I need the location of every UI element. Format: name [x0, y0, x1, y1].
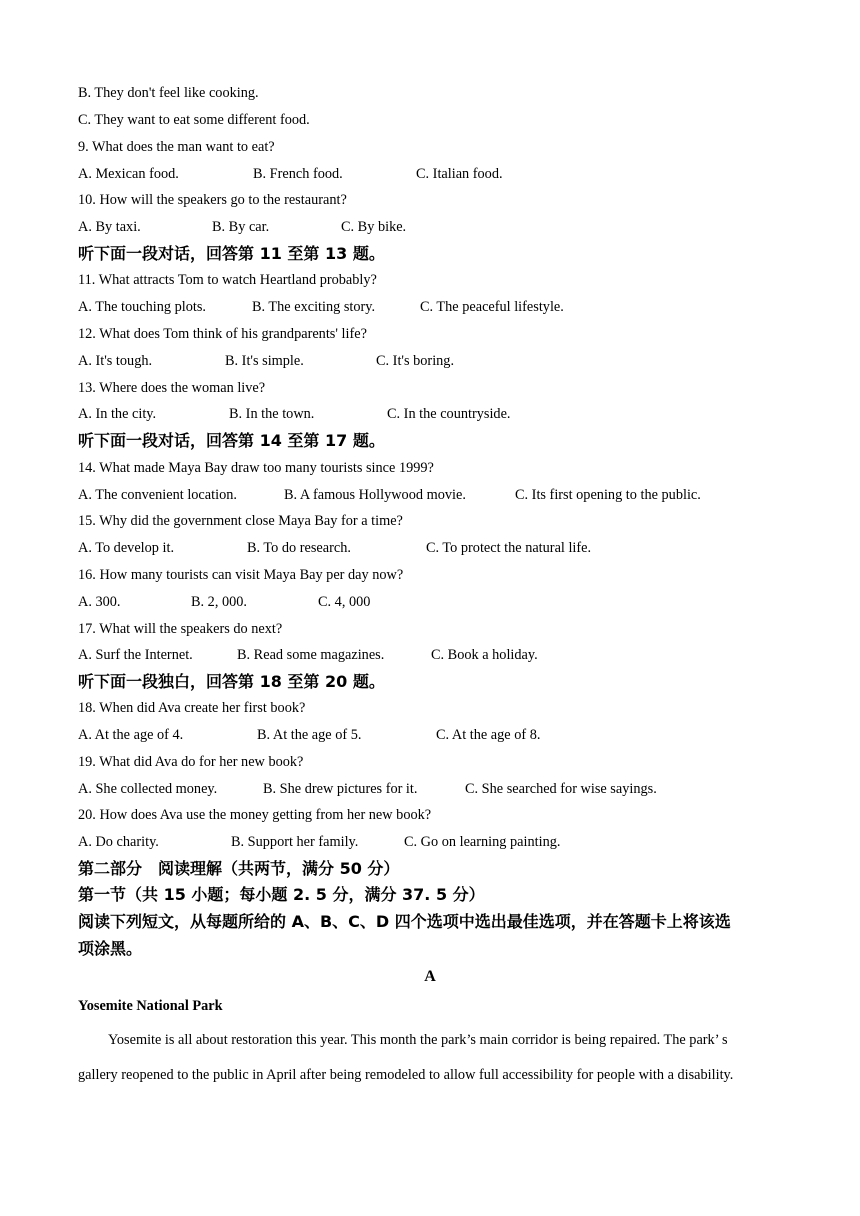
option-c: C. She searched for wise sayings.: [465, 781, 657, 797]
passage-title: Yosemite National Park: [78, 998, 223, 1014]
question-11: 11. What attracts Tom to watch Heartland probably?: [78, 272, 377, 288]
question-10: 10. How will the speakers go to the restaurant?: [78, 192, 347, 208]
option-a: A. At the age of 4.: [78, 727, 184, 743]
option-b: B. At the age of 5.: [257, 727, 362, 743]
part-heading: 第二部分 阅读理解（共两节，满分 50 分）: [78, 859, 400, 878]
question-19: 19. What did Ava do for her new book?: [78, 754, 304, 770]
paragraph-line: gallery reopened to the public in April after being remodeled to allow full accessibility for people with a disability.: [78, 1067, 734, 1083]
option-a: A. The touching plots.: [78, 299, 207, 315]
option-b: B. A famous Hollywood movie.: [284, 487, 466, 503]
question-14: 14. What made Maya Bay draw too many tourists since 1999?: [78, 460, 434, 476]
option-c: C. By bike.: [341, 219, 407, 235]
option-b: B. By car.: [212, 219, 270, 235]
option-c: C. It's boring.: [376, 353, 455, 369]
option-b: B. Support her family.: [231, 834, 359, 850]
question-17: 17. What will the speakers do next?: [78, 621, 283, 637]
option-b: B. She drew pictures for it.: [263, 781, 418, 797]
option-a: A. 300.: [78, 594, 121, 610]
option-b: B. 2, 000.: [191, 594, 248, 610]
option-c: C. At the age of 8.: [436, 727, 541, 743]
option-c: C. 4, 000: [318, 594, 371, 610]
option-c: C. To protect the natural life.: [426, 540, 592, 556]
option-c: C. In the countryside.: [387, 406, 511, 422]
option-line: C. They want to eat some different food.: [78, 112, 310, 128]
question-12: 12. What does Tom think of his grandparents' life?: [78, 326, 367, 342]
option-a: A. She collected money.: [78, 781, 218, 797]
option-b: B. The exciting story.: [252, 299, 376, 315]
option-a: A. Surf the Internet.: [78, 647, 193, 663]
question-16: 16. How many tourists can visit Maya Bay per day now?: [78, 567, 404, 583]
option-b: B. It's simple.: [225, 353, 304, 369]
question-13: 13. Where does the woman live?: [78, 380, 266, 396]
instruction-line: 阅读下列短文，从每题所给的 A、B、C、D 四个选项中选出最佳选项，并在答题卡上将该选: [78, 912, 731, 931]
instruction-line: 项涂黑。: [78, 939, 143, 958]
section-heading: 听下面一段对话，回答第 11 至第 13 题。: [78, 244, 385, 263]
option-c: C. The peaceful lifestyle.: [420, 299, 564, 315]
option-line: B. They don't feel like cooking.: [78, 85, 259, 101]
passage-letter: A: [424, 968, 436, 985]
paragraph-line: Yosemite is all about restoration this year. This month the park’s main corridor is being repaired. The park’ s: [108, 1032, 728, 1048]
option-b: B. French food.: [253, 166, 343, 182]
option-c: C. Go on learning painting.: [404, 834, 561, 850]
section-heading: 第一节（共 15 小题；每小题 2. 5 分，满分 37. 5 分）: [78, 885, 485, 904]
question-15: 15. Why did the government close Maya Bay for a time?: [78, 513, 403, 529]
option-c: C. Its first opening to the public.: [515, 487, 701, 503]
option-a: A. Do charity.: [78, 834, 159, 850]
question-20: 20. How does Ava use the money getting from her new book?: [78, 807, 432, 823]
option-a: A. To develop it.: [78, 540, 175, 556]
option-a: A. Mexican food.: [78, 166, 179, 182]
section-heading: 听下面一段对话，回答第 14 至第 17 题。: [78, 431, 385, 450]
option-a: A. It's tough.: [78, 353, 153, 369]
option-b: B. Read some magazines.: [237, 647, 385, 663]
option-b: B. To do research.: [247, 540, 351, 556]
option-b: B. In the town.: [229, 406, 315, 422]
question-18: 18. When did Ava create her first book?: [78, 700, 306, 716]
section-heading: 听下面一段独白，回答第 18 至第 20 题。: [78, 672, 385, 691]
option-c: C. Book a holiday.: [431, 647, 538, 663]
question-9: 9. What does the man want to eat?: [78, 139, 275, 155]
option-a: A. In the city.: [78, 406, 157, 422]
option-a: A. The convenient location.: [78, 487, 237, 503]
option-c: C. Italian food.: [416, 166, 503, 182]
option-a: A. By taxi.: [78, 219, 141, 235]
